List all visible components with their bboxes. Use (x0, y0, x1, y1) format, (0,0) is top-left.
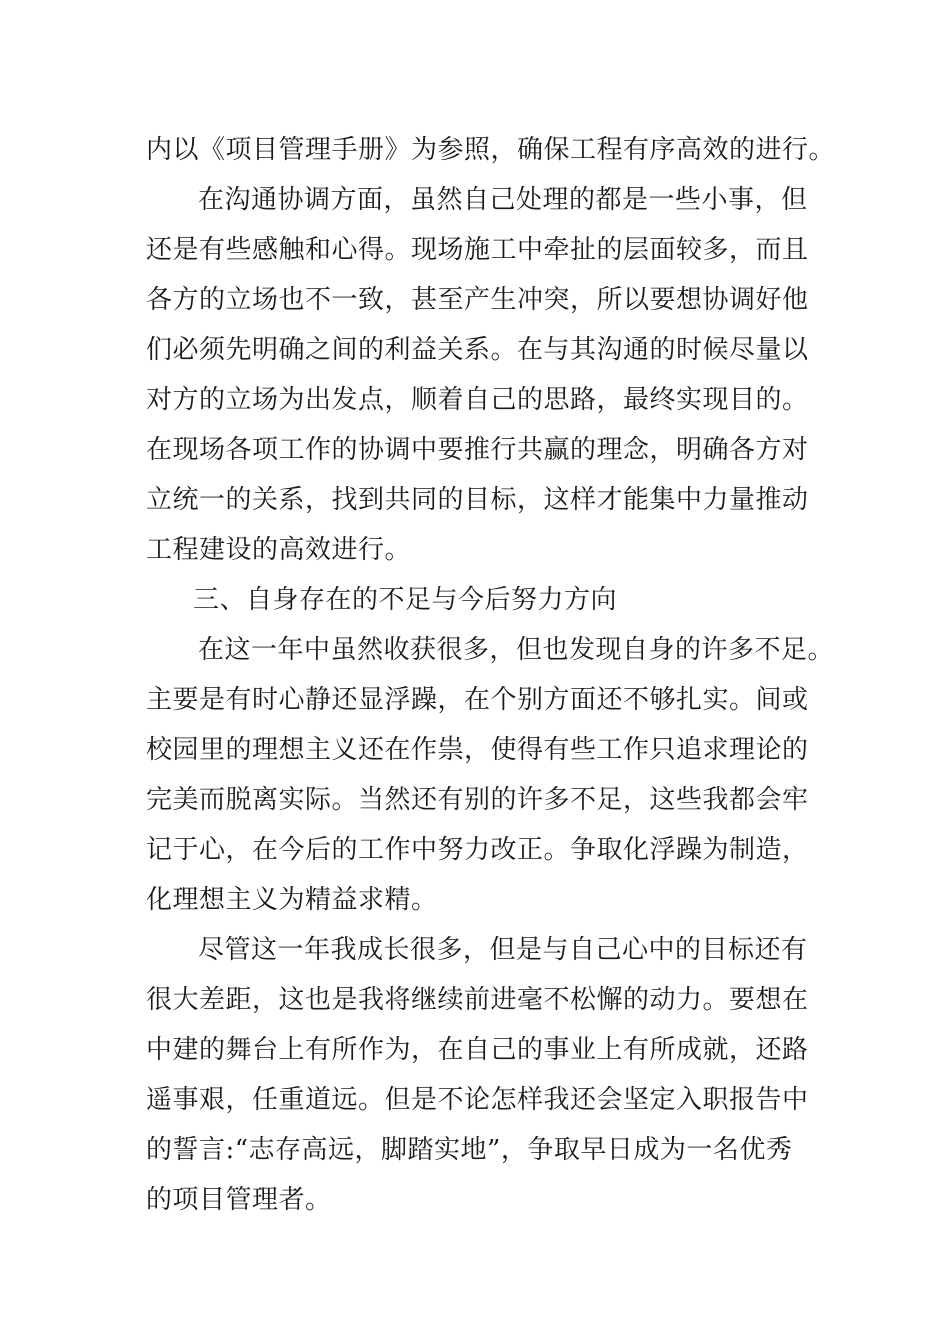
text-line: 记于心，在今后的工作中努力改正。争取化浮躁为制造， (146, 835, 809, 865)
text-line: 完美而脱离实际。当然还有别的许多不足，这些我都会牢 (146, 785, 809, 815)
text-line: 主要是有时心静还显浮躁，在个别方面还不够扎实。间或 (146, 685, 809, 715)
paragraph-start-line: 在这一年中虽然收获很多，但也发现自身的许多不足。 (198, 635, 835, 665)
text-line: 工程建设的高效进行。 (146, 535, 412, 565)
text-line: 内以《项目管理手册》为参照，确保工程有序高效的进行。 (146, 135, 836, 165)
text-line: 校园里的理想主义还在作祟，使得有些工作只追求理论的 (146, 735, 809, 765)
text-line: 的誓言:“志存高远，脚踏实地”，争取早日成为一名优秀 (146, 1135, 793, 1165)
text-line: 中建的舞台上有所作为，在自己的事业上有所成就，还路 (146, 1035, 809, 1065)
text-line: 各方的立场也不一致，甚至产生冲突，所以要想协调好他 (146, 285, 809, 315)
text-line: 对方的立场为出发点，顺着自己的思路，最终实现目的。 (146, 385, 809, 415)
text-line: 还是有些感触和心得。现场施工中牵扯的层面较多，而且 (146, 235, 809, 265)
text-line: 遥事艰，任重道远。但是不论怎样我还会坚定入职报告中 (146, 1085, 809, 1115)
text-line: 立统一的关系，找到共同的目标，这样才能集中力量推动 (146, 485, 809, 515)
text-line: 在现场各项工作的协调中要推行共赢的理念，明确各方对 (146, 435, 809, 465)
text-line: 很大差距，这也是我将继续前进毫不松懈的动力。要想在 (146, 985, 809, 1015)
text-line: 的项目管理者。 (146, 1185, 332, 1215)
paragraph-start-line: 尽管这一年我成长很多，但是与自己心中的目标还有 (198, 935, 808, 965)
text-line: 化理想主义为精益求精。 (146, 885, 438, 915)
section-heading: 三、自身存在的不足与今后努力方向 (193, 585, 618, 615)
paragraph-start-line: 在沟通协调方面，虽然自己处理的都是一些小事，但 (198, 185, 808, 215)
text-line: 们必须先明确之间的利益关系。在与其沟通的时候尽量以 (146, 335, 809, 365)
